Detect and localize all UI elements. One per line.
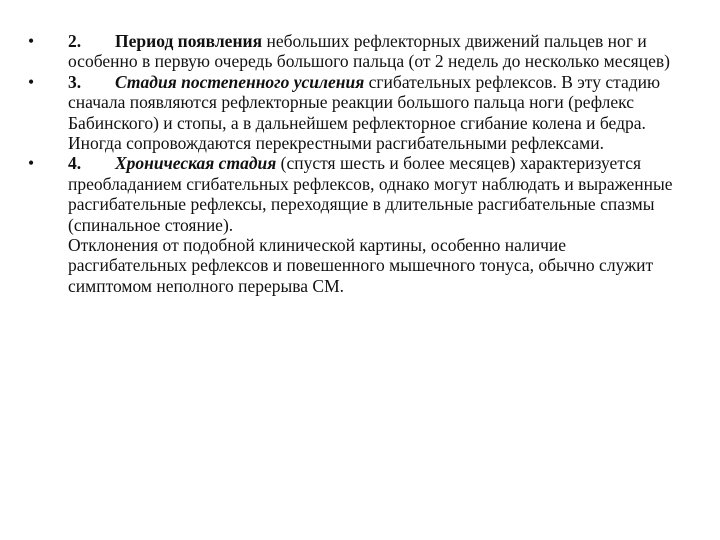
list-item-2 (28, 31, 688, 72)
bullet-icon: • (28, 71, 35, 92)
list-item-4 (28, 153, 688, 235)
item-text: сгибательных рефлексов. В эту стадию сначала появляются рефлекторные реакции большого пальца ноги (рефлекс Бабинского) и стопы, а в дальнейшем рефлекторное сгибание колена и бедра. Иногда сопровождаются перекрестными расгибательными рефлексами. (68, 71, 661, 154)
bullet-icon: • (28, 153, 35, 174)
item-term: Период появления (115, 31, 263, 51)
slide-content (28, 31, 688, 296)
conclusion-paragraph: Отклонения от подобной клинической картины, особенно наличие расгибательных рефлексов и повешенного мышечного тонуса, обычно служит симптомом неполного перерыва СМ. (68, 235, 654, 296)
item-number: 2. (68, 31, 82, 51)
item-text: небольших рефлекторных движений пальцев ног и особенно в первую очередь большого пальца (от 2 недель до несколько месяцев) (68, 31, 670, 72)
item-term: Стадия постепенного усиления (115, 71, 365, 92)
bullet-icon: • (28, 31, 35, 51)
list-item-3 (28, 72, 688, 154)
item-text: (спустя шесть и более месяцев) характеризуется преобладанием сгибательных рефлексов, однако могут наблюдать и выраженные расгибательные рефлексы, переходящие в длительные расгибательные спазмы (спинальное стояние). (68, 153, 673, 235)
item-number: 4. (68, 153, 82, 174)
item-number: 3. (68, 71, 82, 92)
item-term: Хроническая стадия (115, 153, 277, 174)
